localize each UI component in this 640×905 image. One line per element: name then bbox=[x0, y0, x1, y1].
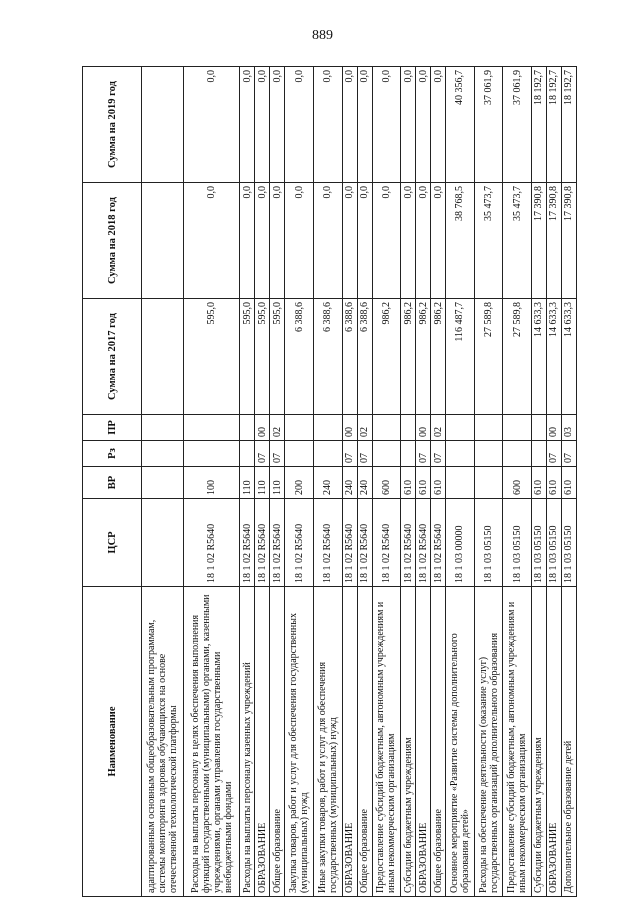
cell-sum-2018: 0,0 bbox=[184, 183, 240, 299]
cell-sum-2019: 18 192,7 bbox=[532, 67, 547, 183]
cell-csr: 18 1 03 05150 bbox=[474, 499, 503, 587]
cell-vr: 100 bbox=[184, 467, 240, 499]
cell-rz bbox=[184, 441, 240, 467]
header-name: Наименование bbox=[83, 587, 142, 897]
header-csr: ЦСР bbox=[83, 499, 142, 587]
cell-vr: 110 bbox=[255, 467, 270, 499]
cell-pr bbox=[446, 415, 475, 441]
cell-csr bbox=[142, 499, 184, 587]
cell-csr: 18 1 03 05150 bbox=[546, 499, 561, 587]
cell-name: Основное мероприятие «Развитие системы дополнительного образования детей» bbox=[446, 587, 475, 897]
cell-vr: 110 bbox=[270, 467, 285, 499]
cell-sum-2018: 0,0 bbox=[285, 183, 314, 299]
table-row bbox=[285, 67, 314, 897]
cell-rz bbox=[532, 441, 547, 467]
cell-name: Расходы на обеспечение деятельности (оказание услуг) государственных организаций дополнительного образования bbox=[474, 587, 503, 897]
cell-sum-2017: 6 388,6 bbox=[342, 299, 357, 415]
cell-csr: 18 1 02 R5640 bbox=[270, 499, 285, 587]
cell-sum-2018: 0,0 bbox=[255, 183, 270, 299]
header-sum-2017: Сумма на 2017 год bbox=[83, 299, 142, 415]
cell-pr bbox=[184, 415, 240, 441]
cell-name: Предоставление субсидий бюджетным, автономным учреждениям и иным некоммерческим организациям bbox=[503, 587, 532, 897]
page-number: 889 bbox=[312, 28, 333, 43]
cell-rz: 07 bbox=[270, 441, 285, 467]
cell-name: Общее образование bbox=[270, 587, 285, 897]
cell-sum-2018: 0,0 bbox=[431, 183, 446, 299]
cell-sum-2018: 0,0 bbox=[357, 183, 372, 299]
cell-sum-2019 bbox=[142, 67, 184, 183]
cell-rz: 07 bbox=[416, 441, 431, 467]
header-sum-2018: Сумма на 2018 год bbox=[83, 183, 142, 299]
cell-sum-2018: 0,0 bbox=[416, 183, 431, 299]
cell-vr: 200 bbox=[285, 467, 314, 499]
cell-rz bbox=[240, 441, 255, 467]
cell-sum-2019: 18 192,7 bbox=[546, 67, 561, 183]
cell-sum-2019: 0,0 bbox=[416, 67, 431, 183]
cell-name: Предоставление субсидий бюджетным, автономным учреждениям и иным некоммерческим организациям bbox=[372, 587, 401, 897]
cell-pr bbox=[474, 415, 503, 441]
cell-csr: 18 1 02 R5640 bbox=[357, 499, 372, 587]
cell-name: Расходы на выплаты персоналу казенных учреждений bbox=[240, 587, 255, 897]
cell-csr: 18 1 02 R5640 bbox=[255, 499, 270, 587]
cell-rz bbox=[401, 441, 416, 467]
cell-pr: 02 bbox=[431, 415, 446, 441]
table-row bbox=[372, 67, 401, 897]
cell-csr: 18 1 03 05150 bbox=[532, 499, 547, 587]
cell-sum-2018: 0,0 bbox=[342, 183, 357, 299]
cell-pr bbox=[401, 415, 416, 441]
cell-vr bbox=[142, 467, 184, 499]
cell-vr: 240 bbox=[342, 467, 357, 499]
cell-sum-2017: 986,2 bbox=[416, 299, 431, 415]
cell-pr: 00 bbox=[416, 415, 431, 441]
cell-csr: 18 1 02 R5640 bbox=[313, 499, 342, 587]
cell-csr: 18 1 02 R5640 bbox=[401, 499, 416, 587]
table-row bbox=[416, 67, 431, 897]
cell-sum-2018: 0,0 bbox=[401, 183, 416, 299]
table-row bbox=[142, 67, 184, 897]
cell-rz bbox=[285, 441, 314, 467]
cell-vr: 610 bbox=[416, 467, 431, 499]
cell-csr: 18 1 03 00000 bbox=[446, 499, 475, 587]
cell-sum-2017 bbox=[142, 299, 184, 415]
table-row bbox=[561, 67, 576, 897]
cell-rz bbox=[446, 441, 475, 467]
table-row bbox=[313, 67, 342, 897]
cell-sum-2017: 6 388,6 bbox=[357, 299, 372, 415]
table-row bbox=[240, 67, 255, 897]
cell-vr: 600 bbox=[372, 467, 401, 499]
cell-name: адаптированным основным общеобразовательным программам, системы мониторинга здоровья обучающихся на основе отечественной технологической платформы bbox=[142, 587, 184, 897]
table-row bbox=[446, 67, 475, 897]
cell-pr: 02 bbox=[357, 415, 372, 441]
cell-vr: 610 bbox=[532, 467, 547, 499]
cell-sum-2019: 37 061,9 bbox=[474, 67, 503, 183]
cell-sum-2019: 0,0 bbox=[431, 67, 446, 183]
cell-name: Общее образование bbox=[357, 587, 372, 897]
cell-sum-2017: 14 633,3 bbox=[532, 299, 547, 415]
cell-sum-2017: 595,0 bbox=[240, 299, 255, 415]
cell-csr: 18 1 02 R5640 bbox=[416, 499, 431, 587]
cell-sum-2019: 0,0 bbox=[357, 67, 372, 183]
cell-rz: 07 bbox=[255, 441, 270, 467]
cell-csr: 18 1 02 R5640 bbox=[285, 499, 314, 587]
cell-rz bbox=[142, 441, 184, 467]
cell-sum-2019: 18 192,7 bbox=[561, 67, 576, 183]
table-row bbox=[342, 67, 357, 897]
cell-csr: 18 1 03 05150 bbox=[561, 499, 576, 587]
table-row bbox=[184, 67, 240, 897]
cell-vr: 240 bbox=[313, 467, 342, 499]
cell-vr: 600 bbox=[503, 467, 532, 499]
header-rz: Рз bbox=[83, 441, 142, 467]
cell-sum-2017: 116 487,7 bbox=[446, 299, 475, 415]
cell-csr: 18 1 02 R5640 bbox=[431, 499, 446, 587]
cell-vr: 240 bbox=[357, 467, 372, 499]
cell-sum-2018: 35 473,7 bbox=[474, 183, 503, 299]
cell-name: Иные закупки товаров, работ и услуг для обеспечения государственных (муниципальных) нужд bbox=[313, 587, 342, 897]
table-row bbox=[546, 67, 561, 897]
cell-pr bbox=[372, 415, 401, 441]
cell-pr bbox=[142, 415, 184, 441]
cell-sum-2017: 6 388,6 bbox=[313, 299, 342, 415]
cell-sum-2017: 27 589,8 bbox=[474, 299, 503, 415]
cell-sum-2018: 0,0 bbox=[270, 183, 285, 299]
cell-sum-2019: 0,0 bbox=[313, 67, 342, 183]
cell-pr: 00 bbox=[342, 415, 357, 441]
cell-vr: 610 bbox=[546, 467, 561, 499]
header-pr: ПР bbox=[83, 415, 142, 441]
cell-sum-2018: 17 390,8 bbox=[532, 183, 547, 299]
cell-sum-2017: 595,0 bbox=[184, 299, 240, 415]
cell-csr: 18 1 02 R5640 bbox=[240, 499, 255, 587]
cell-sum-2018: 0,0 bbox=[372, 183, 401, 299]
budget-table-rotated bbox=[82, 67, 577, 897]
cell-name: ОБРАЗОВАНИЕ bbox=[342, 587, 357, 897]
table-row bbox=[270, 67, 285, 897]
cell-name: Дополнительное образование детей bbox=[561, 587, 576, 897]
table-row bbox=[532, 67, 547, 897]
cell-rz: 07 bbox=[561, 441, 576, 467]
cell-pr bbox=[285, 415, 314, 441]
cell-csr: 18 1 02 R5640 bbox=[342, 499, 357, 587]
cell-name: Субсидии бюджетным учреждениям bbox=[532, 587, 547, 897]
cell-sum-2019: 0,0 bbox=[342, 67, 357, 183]
table-row bbox=[503, 67, 532, 897]
cell-csr: 18 1 02 R5640 bbox=[184, 499, 240, 587]
cell-rz: 07 bbox=[546, 441, 561, 467]
cell-sum-2019: 0,0 bbox=[184, 67, 240, 183]
cell-sum-2017: 595,0 bbox=[255, 299, 270, 415]
cell-sum-2017: 595,0 bbox=[270, 299, 285, 415]
cell-name: Расходы на выплаты персоналу в целях обеспечения выполнения функций государственными (муниципальными) органами, казенными учреждениями, органами управления государственными внебюджетными фондами bbox=[184, 587, 240, 897]
cell-vr: 610 bbox=[431, 467, 446, 499]
cell-sum-2018 bbox=[142, 183, 184, 299]
table-row bbox=[255, 67, 270, 897]
cell-name: Закупка товаров, работ и услуг для обеспечения государственных (муниципальных) нужд bbox=[285, 587, 314, 897]
cell-sum-2019: 0,0 bbox=[372, 67, 401, 183]
cell-pr: 03 bbox=[561, 415, 576, 441]
cell-pr bbox=[503, 415, 532, 441]
cell-sum-2019: 0,0 bbox=[240, 67, 255, 183]
cell-sum-2018: 35 473,7 bbox=[503, 183, 532, 299]
cell-rz: 07 bbox=[431, 441, 446, 467]
cell-vr: 110 bbox=[240, 467, 255, 499]
cell-sum-2017: 14 633,3 bbox=[561, 299, 576, 415]
cell-sum-2018: 0,0 bbox=[313, 183, 342, 299]
cell-rz bbox=[372, 441, 401, 467]
cell-name: ОБРАЗОВАНИЕ bbox=[255, 587, 270, 897]
cell-pr: 00 bbox=[255, 415, 270, 441]
table-row bbox=[357, 67, 372, 897]
cell-csr: 18 1 02 R5640 bbox=[372, 499, 401, 587]
cell-vr bbox=[446, 467, 475, 499]
cell-vr: 610 bbox=[401, 467, 416, 499]
cell-sum-2017: 986,2 bbox=[401, 299, 416, 415]
cell-rz bbox=[474, 441, 503, 467]
cell-sum-2017: 986,2 bbox=[372, 299, 401, 415]
cell-pr bbox=[532, 415, 547, 441]
cell-sum-2019: 0,0 bbox=[255, 67, 270, 183]
cell-sum-2019: 0,0 bbox=[270, 67, 285, 183]
header-sum-2019: Сумма на 2019 год bbox=[83, 67, 142, 183]
table-header-row bbox=[83, 67, 142, 897]
cell-sum-2017: 27 589,8 bbox=[503, 299, 532, 415]
table-row bbox=[431, 67, 446, 897]
cell-sum-2017: 986,2 bbox=[431, 299, 446, 415]
header-vr: ВР bbox=[83, 467, 142, 499]
cell-vr: 610 bbox=[561, 467, 576, 499]
cell-name: ОБРАЗОВАНИЕ bbox=[546, 587, 561, 897]
cell-sum-2018: 17 390,8 bbox=[561, 183, 576, 299]
budget-table bbox=[82, 66, 577, 897]
cell-sum-2019: 37 061,9 bbox=[503, 67, 532, 183]
cell-name: Субсидии бюджетным учреждениям bbox=[401, 587, 416, 897]
cell-sum-2018: 0,0 bbox=[240, 183, 255, 299]
cell-rz bbox=[503, 441, 532, 467]
cell-sum-2019: 0,0 bbox=[401, 67, 416, 183]
cell-sum-2018: 38 768,5 bbox=[446, 183, 475, 299]
cell-rz bbox=[313, 441, 342, 467]
table-row bbox=[474, 67, 503, 897]
cell-csr: 18 1 03 05150 bbox=[503, 499, 532, 587]
cell-pr: 00 bbox=[546, 415, 561, 441]
cell-pr: 02 bbox=[270, 415, 285, 441]
table-row bbox=[401, 67, 416, 897]
cell-rz: 07 bbox=[342, 441, 357, 467]
cell-pr bbox=[240, 415, 255, 441]
cell-sum-2019: 0,0 bbox=[285, 67, 314, 183]
cell-sum-2017: 6 388,6 bbox=[285, 299, 314, 415]
cell-name: ОБРАЗОВАНИЕ bbox=[416, 587, 431, 897]
cell-sum-2017: 14 633,3 bbox=[546, 299, 561, 415]
cell-sum-2019: 40 356,7 bbox=[446, 67, 475, 183]
cell-pr bbox=[313, 415, 342, 441]
cell-name: Общее образование bbox=[431, 587, 446, 897]
cell-sum-2018: 17 390,8 bbox=[546, 183, 561, 299]
cell-rz: 07 bbox=[357, 441, 372, 467]
cell-vr bbox=[474, 467, 503, 499]
